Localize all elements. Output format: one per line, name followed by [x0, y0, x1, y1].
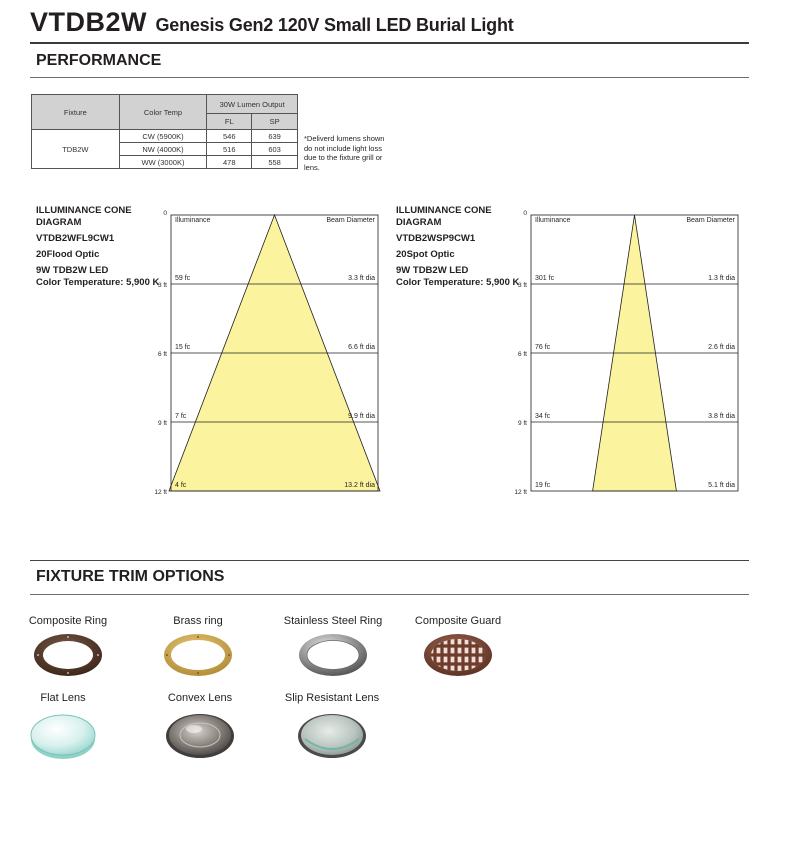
trim-option: [152, 692, 248, 761]
fl-cell: 516: [207, 143, 252, 156]
col-fixture-header: Fixture: [32, 95, 120, 130]
beam-diameter-label: 3.3 ft dia: [348, 275, 375, 282]
spot-cone-diagram: [510, 205, 750, 500]
illuminance-value-label: 4 fc: [175, 482, 187, 489]
beam-axis-label: Beam Diameter: [326, 217, 375, 224]
sp-cell: 603: [252, 143, 298, 156]
sp-cell: 558: [252, 156, 298, 169]
illuminance-value-label: 19 fc: [535, 482, 551, 489]
illuminance-value-label: 59 fc: [175, 275, 191, 282]
page-title: [30, 7, 514, 39]
stainless-steel-ring-icon: [297, 632, 369, 678]
beam-diameter-label: 1.3 ft dia: [708, 275, 735, 282]
illuminance-value-label: 301 fc: [535, 275, 555, 282]
optic-number: 20: [396, 249, 407, 260]
color-temp-label: Color Temperature: 5,900 K: [396, 277, 520, 288]
trim-heading: FIXTURE TRIM OPTIONS: [36, 568, 225, 585]
depth-tick-label: 0: [163, 210, 167, 217]
trim-label: Flat Lens: [40, 692, 86, 704]
flood-diagram-label: [36, 205, 159, 289]
sp-cell: 639: [252, 130, 298, 143]
illuminance-value-label: 34 fc: [535, 413, 551, 420]
depth-tick-label: 9 ft: [517, 420, 527, 427]
color-temp-label: Color Temperature: 5,900 K: [36, 277, 160, 288]
trim-option: [148, 615, 248, 678]
optic-label: [396, 249, 519, 261]
color-temp-cell: NW (4000K): [119, 143, 207, 156]
table-row: [32, 130, 298, 143]
trim-option: [408, 615, 508, 678]
col-fl-header: FL: [207, 114, 252, 130]
depth-tick-label: 0: [523, 210, 527, 217]
illuminance-axis-label: Illuminance: [535, 217, 571, 224]
model-number: VTDB2W: [30, 7, 147, 37]
color-temp-cell: WW (3000K): [119, 156, 207, 169]
col-lumen-output-header: 30W Lumen Output: [207, 95, 298, 114]
trim-option: [280, 692, 384, 761]
depth-tick-label: 9 ft: [157, 420, 167, 427]
color-temp-cell: CW (5900K): [119, 130, 207, 143]
diagram-heading: DIAGRAM: [36, 217, 82, 228]
illuminance-axis-label: Illuminance: [175, 217, 211, 224]
depth-tick-label: 12 ft: [154, 489, 167, 496]
beam-diameter-label: 9.9 ft dia: [348, 413, 375, 420]
fl-cell: 478: [207, 156, 252, 169]
fixture-cell: TDB2W: [32, 130, 120, 169]
lumen-output-table: [31, 94, 298, 169]
illuminance-value-label: 76 fc: [535, 344, 551, 351]
beam-diameter-label: 6.6 ft dia: [348, 344, 375, 351]
beam-diameter-label: 2.6 ft dia: [708, 344, 735, 351]
illuminance-value-label: 15 fc: [175, 344, 191, 351]
performance-rule: [30, 77, 749, 78]
convex-lens-icon: [164, 709, 236, 761]
illuminance-value-label: 7 fc: [175, 413, 187, 420]
composite-ring-icon: [32, 632, 104, 678]
trim-label: Slip Resistant Lens: [284, 692, 380, 704]
beam-diameter-label: 13.2 ft dia: [344, 482, 375, 489]
led-label: 9W TDB2W LED: [36, 265, 109, 276]
flood-cone-diagram: [150, 205, 390, 500]
beam-diameter-label: 3.8 ft dia: [708, 413, 735, 420]
depth-tick-label: 3 ft: [157, 282, 167, 289]
depth-tick-label: 12 ft: [514, 489, 527, 496]
trim-top-rule: [30, 560, 749, 561]
diagram-heading: ILLUMINANCE CONE: [36, 205, 132, 216]
optic-name: Spot Optic: [406, 249, 455, 260]
slip-resistant-lens-icon: [296, 709, 368, 761]
depth-tick-label: 6 ft: [157, 351, 167, 358]
spot-diagram-label: [396, 205, 519, 289]
header-rule: [30, 42, 749, 44]
optic-name: Flood Optic: [46, 249, 100, 260]
beam-axis-label: Beam Diameter: [686, 217, 735, 224]
trim-label: Convex Lens: [167, 692, 233, 704]
trim-label: Composite Guard: [414, 615, 502, 627]
col-sp-header: SP: [252, 114, 298, 130]
beam-diameter-label: 5.1 ft dia: [708, 482, 735, 489]
diagram-heading: ILLUMINANCE CONE: [396, 205, 492, 216]
composite-guard-icon: [422, 632, 494, 678]
trim-label: Composite Ring: [28, 615, 108, 627]
diagram-heading: DIAGRAM: [396, 217, 442, 228]
fl-cell: 546: [207, 130, 252, 143]
depth-tick-label: 3 ft: [517, 282, 527, 289]
performance-heading: PERFORMANCE: [36, 52, 162, 69]
brass-ring-icon: [162, 632, 234, 678]
diagram-code: VTDB2WSP9CW1: [396, 233, 476, 244]
lumen-note: *Deliverd lumens shown do not include light loss due to the fixture grill or lens.: [304, 134, 385, 172]
trim-option: [280, 615, 386, 678]
col-color-temp-header: Color Temp: [119, 95, 207, 130]
trim-rule: [30, 594, 749, 595]
trim-option: [18, 692, 108, 761]
flat-lens-icon: [27, 709, 99, 761]
optic-label: [36, 249, 159, 261]
product-subtitle: Genesis Gen2 120V Small LED Burial Light: [155, 15, 514, 35]
led-label: 9W TDB2W LED: [396, 265, 469, 276]
trim-option: [18, 615, 118, 678]
trim-label: Brass ring: [173, 615, 223, 627]
optic-number: 20: [36, 249, 47, 260]
diagram-code: VTDB2WFL9CW1: [36, 233, 115, 244]
depth-tick-label: 6 ft: [517, 351, 527, 358]
trim-label: Stainless Steel Ring: [283, 615, 383, 627]
